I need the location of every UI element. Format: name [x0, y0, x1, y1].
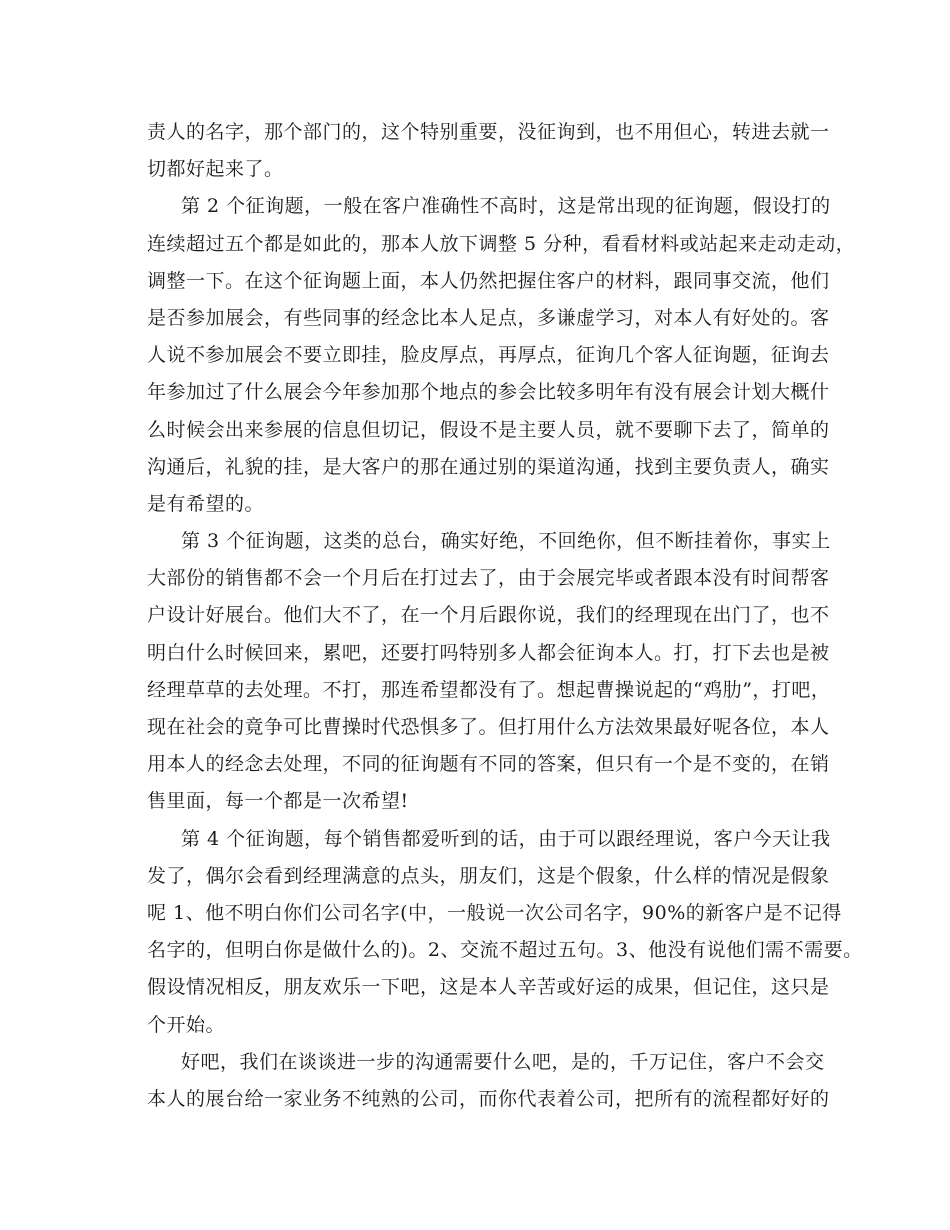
text-line: 么时候会出来参展的信息但切记，假设不是主要人员，就不要聊下去了，简单的	[147, 418, 830, 441]
text-line: 人说不参加展会不要立即挂，脸皮厚点，再厚点，征询几个客人征询题，征询去	[147, 344, 830, 367]
text-line: 呢 1、他不明白你们公司名字(中，一般说一次公司名字，90%的新客户是不记得	[147, 901, 842, 924]
text-line: 现在社会的竟争可比曹操时代恐惧多了。但打用什么方法效果最好呢各位，本人	[147, 716, 830, 738]
text-line: 切都好起来了。	[147, 158, 284, 181]
text-line: 售里面，每一个都是一次希望!	[147, 790, 409, 813]
text-line: 调整一下。在这个征询题上面，本人仍然把握住客户的材料，跟同事交流，他们	[147, 269, 830, 292]
text-line: 个开始。	[147, 1013, 226, 1036]
paragraph-start-line: 第 2 个征询题，一般在客户准确性不高时，这是常出现的征询题，假设打的	[181, 195, 831, 218]
text-line: 连续超过五个都是如此的，那本人放下调整 5 分种，看看材料或站起来走动走动，	[147, 232, 856, 255]
text-line: 大部份的销售都不会一个月后在打过去了，由于会展完毕或者跟本没有时间帮客	[147, 567, 830, 590]
text-line: 发了，偶尔会看到经理满意的点头，朋友们，这是个假象，什么样的情况是假象	[147, 864, 830, 887]
text-line: 用本人的经念去处理，不同的征询题有不同的答案，但只有一个是不变的，在销	[147, 753, 830, 776]
paragraph-start-line: 第 3 个征询题，这类的总台，确实好绝，不回绝你，但不断挂着你，事实上	[181, 530, 831, 553]
text-line: 户设计好展台。他们大不了，在一个月后跟你说，我们的经理现在出门了，也不	[147, 604, 830, 627]
text-line: 责人的名字，那个部门的，这个特别重要，没征询到，也不用但心，转进去就一	[147, 121, 830, 143]
text-line: 名字的，但明白你是做什么的)。2、交流不超过五句。3、他没有说他们需不需要。	[147, 939, 863, 962]
text-line: 经理草草的去处理。不打，那连希望都没有了。想起曹操说起的“鸡肋”，打吧，	[147, 678, 831, 701]
paragraph-start-line: 好吧，我们在谈谈进一步的沟通需要什么吧，是的，千万记住，客户不会交	[181, 1050, 825, 1073]
text-line: 假设情况相反，朋友欢乐一下吧，这是本人辛苦或好运的成果，但记住，这只是	[147, 976, 830, 999]
text-line: 年参加过了什么展会今年参加那个地点的参会比较多明年有没有展会计划大概什	[147, 381, 830, 404]
paragraph-start-line: 第 4 个征询题，每个销售都爱听到的话，由于可以跟经理说，客户今天让我	[181, 827, 831, 850]
document-body	[147, 114, 863, 1118]
text-line: 是有希望的。	[147, 492, 265, 515]
text-line: 本人的展台给一家业务不纯熟的公司，而你代表着公司，把所有的流程都好好的	[147, 1087, 830, 1110]
text-line: 是否参加展会，有些同事的经念比本人足点，多谦虚学习，对本人有好处的。客	[147, 306, 830, 329]
text-line: 沟通后，礼貌的挂，是大客户的那在通过别的渠道沟通，找到主要负责人，确实	[147, 455, 830, 478]
text-line: 明白什么时候回来，累吧，还要打吗特别多人都会征询本人。打，打下去也是被	[147, 641, 830, 664]
